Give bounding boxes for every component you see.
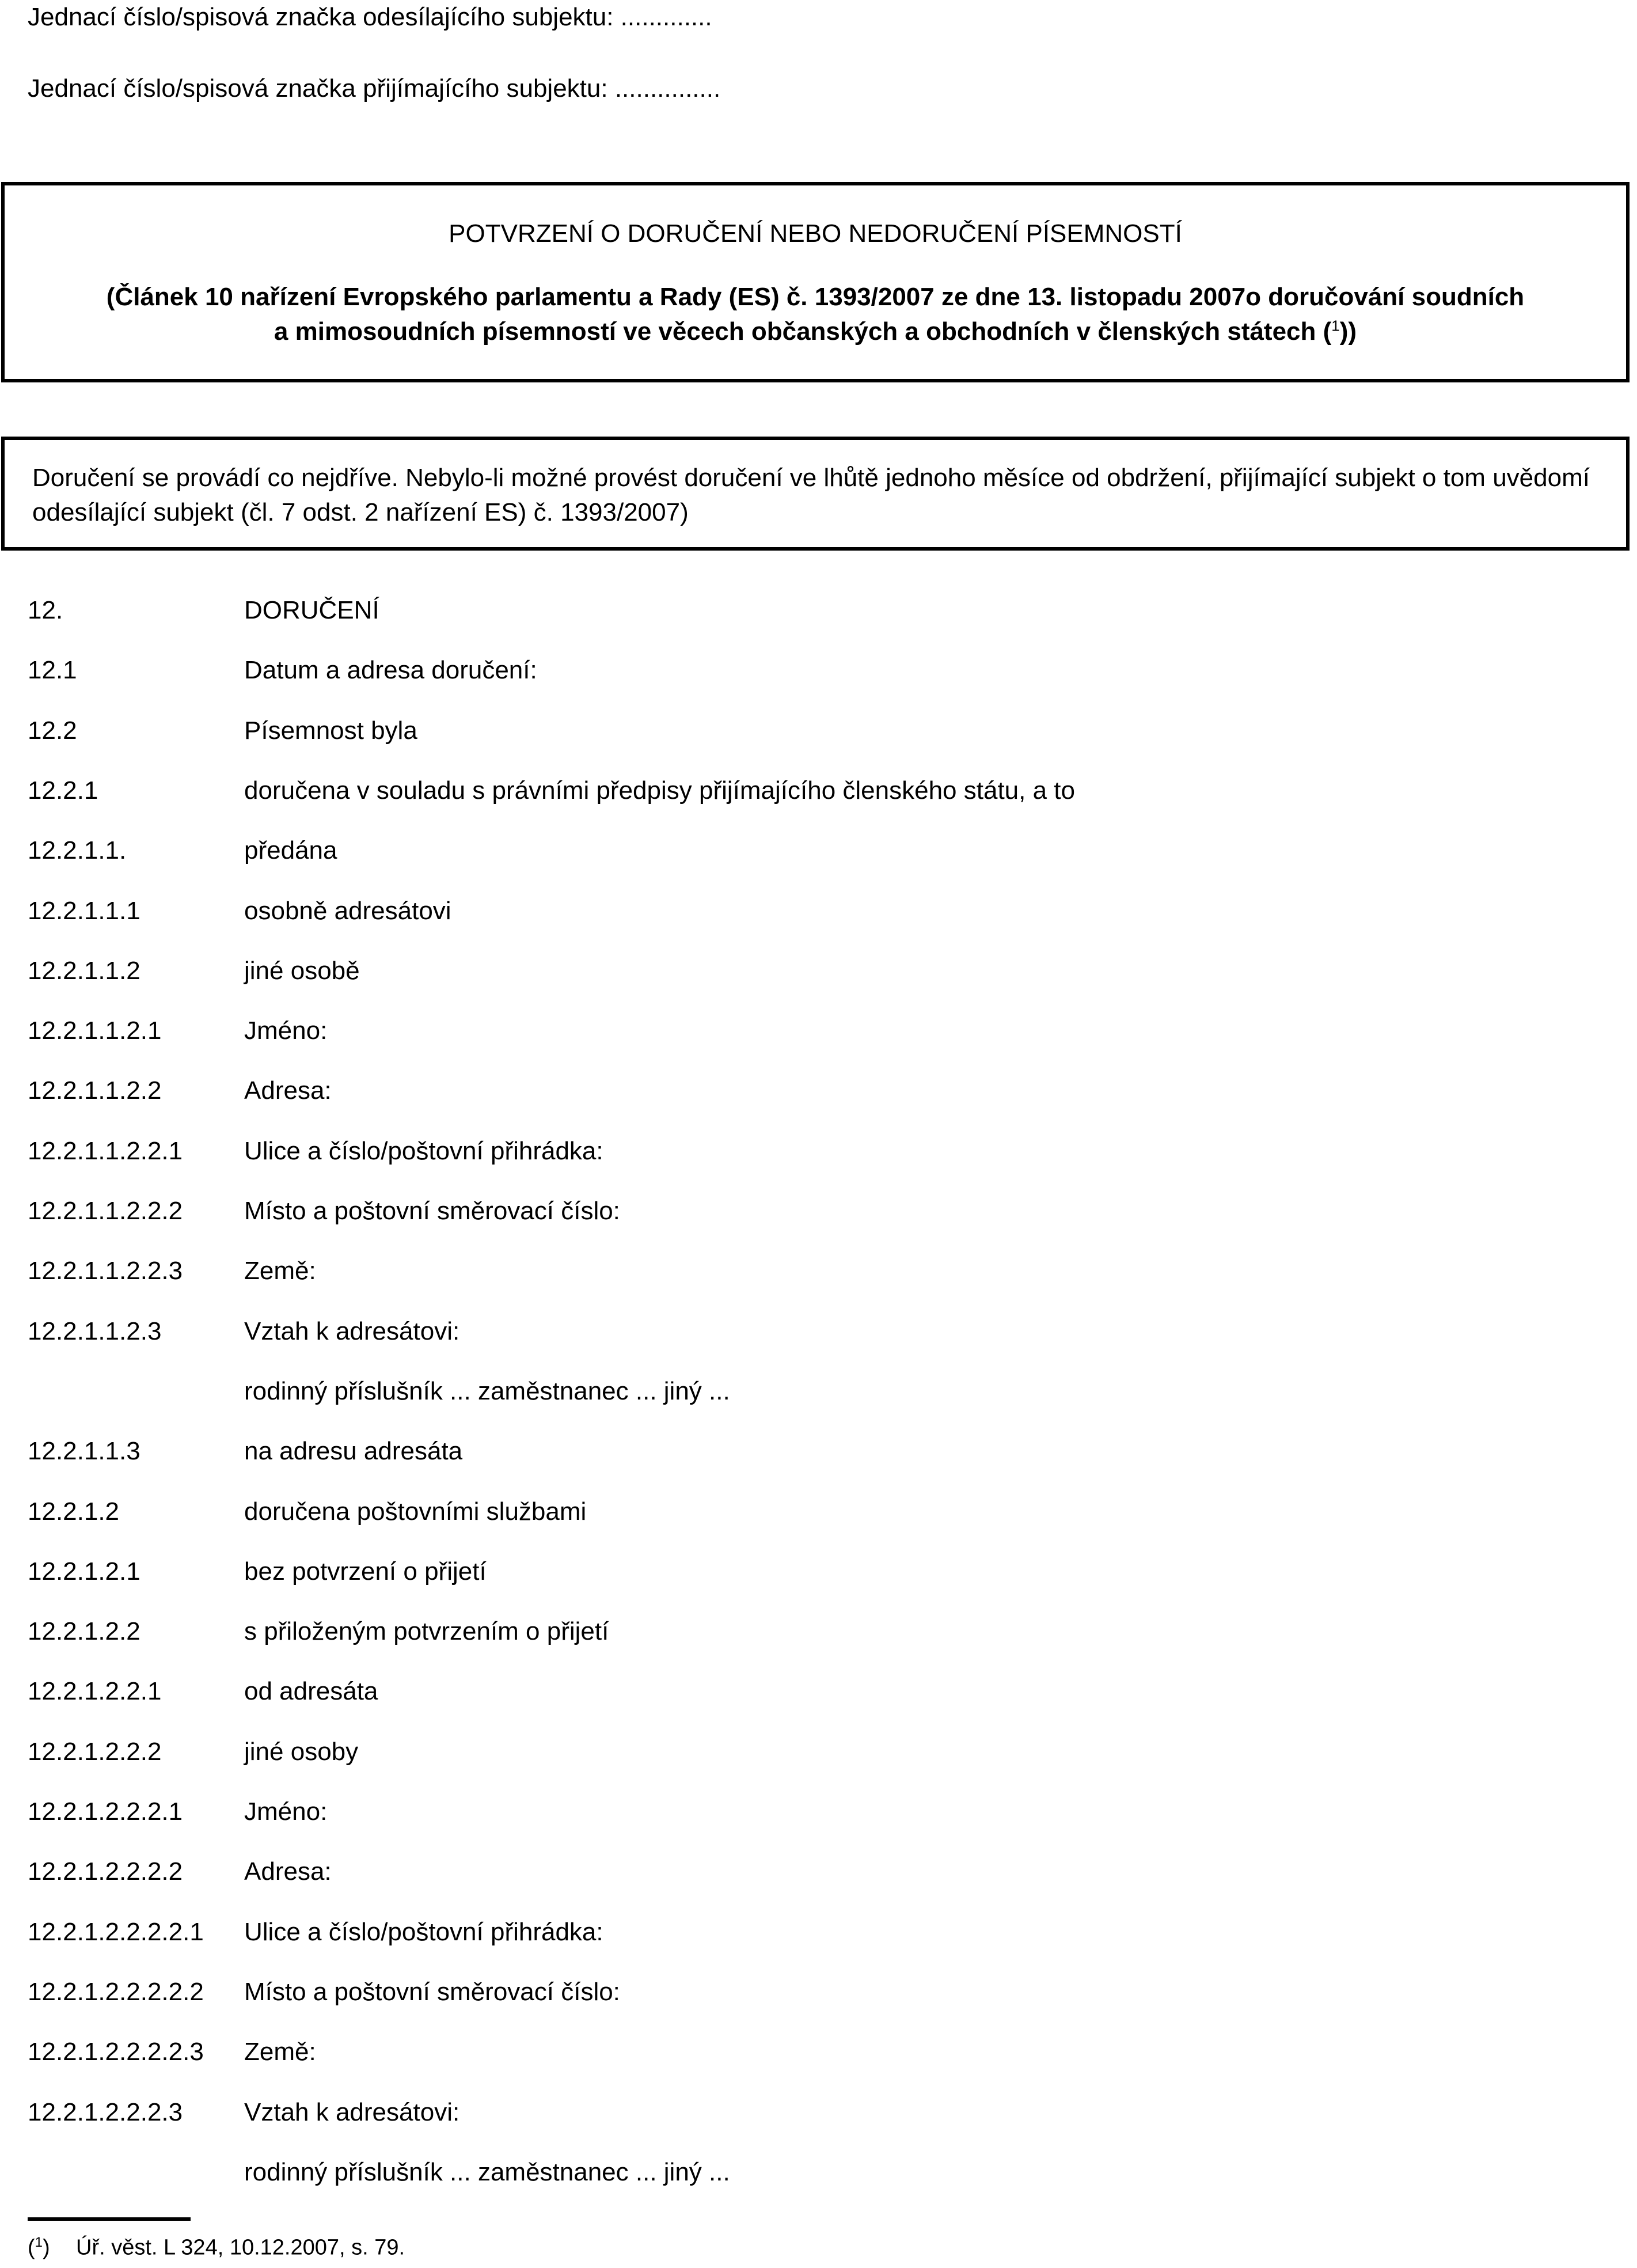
item-number: 12.2.1.2 — [28, 1497, 120, 1526]
list-item — [0, 776, 1637, 808]
item-number: 12.2.1.2.2.2.2 — [28, 1857, 183, 1886]
list-item — [0, 1917, 1637, 1950]
item-number: 12.2.1.2.1 — [28, 1557, 140, 1586]
list-item — [0, 1076, 1637, 1108]
item-text: jiné osoby — [244, 1738, 359, 1766]
list-item — [0, 1317, 1637, 1349]
receiver-reference: Jednací číslo/spisová značka přijímajícího subjektu: ............... — [28, 74, 721, 103]
list-item — [0, 2157, 1637, 2190]
item-text: doručena v souladu s právními předpisy přijímajícího členského státu, a to — [244, 776, 1075, 805]
footnote — [28, 2235, 405, 2261]
item-text: Ulice a číslo/poštovní přihrádka: — [244, 1918, 603, 1946]
item-text: Vztah k adresátovi: — [244, 2098, 460, 2126]
item-number: 12.2.1.2.2.2 — [28, 1738, 162, 1766]
list-item — [0, 1797, 1637, 1829]
item-number: 12.2.1.1.2.3 — [28, 1317, 162, 1345]
item-number: 12.2.1.1.2 — [28, 957, 140, 985]
item-text: od adresáta — [244, 1677, 378, 1705]
item-text: Ulice a číslo/poštovní přihrádka: — [244, 1137, 603, 1165]
list-item — [0, 1617, 1637, 1649]
item-number: 12.2.1.1.2.2 — [28, 1076, 162, 1105]
note-text: Doručení se provádí co nejdříve. Nebylo-li možné provést doručení ve lhůtě jednoho měsíce od obdržení, přijímající subjekt o tom uvědomí odesílající subjekt (čl. 7 odst. 2 nařízení ES) č. 1393/2007) — [32, 464, 1590, 526]
item-text: Písemnost byla — [244, 716, 417, 745]
list-item — [0, 1376, 1637, 1409]
item-number: 12.2 — [28, 716, 77, 745]
list-item — [0, 716, 1637, 748]
note-box — [1, 437, 1630, 551]
item-number: 12. — [28, 596, 63, 624]
item-text: na adresu adresáta — [244, 1437, 463, 1465]
sender-reference: Jednací číslo/spisová značka odesílajícího subjektu: ............. — [28, 3, 712, 31]
item-text: Adresa: — [244, 1857, 332, 1886]
footnote-text: Úř. věst. L 324, 10.12.2007, s. 79. — [76, 2235, 405, 2260]
item-text: předána — [244, 836, 337, 864]
item-number: 12.1 — [28, 656, 77, 684]
list-item — [0, 1436, 1637, 1469]
subtitle-line-2: a mimosoudních písemností ve věcech občanských a obchodních v členských státech — [274, 317, 1316, 346]
list-item — [0, 1737, 1637, 1769]
item-number: 12.2.1.1. — [28, 836, 127, 864]
item-text: Země: — [244, 2038, 316, 2066]
item-number: 12.2.1.1.2.2.3 — [28, 1257, 183, 1285]
subtitle-paren-open: ( — [1316, 317, 1332, 346]
document-subtitle — [5, 280, 1626, 349]
item-text: s přiloženým potvrzením o přijetí — [244, 1617, 609, 1645]
item-number: 12.2.1.2.2.2.3 — [28, 2098, 183, 2126]
list-item — [0, 2098, 1637, 2130]
item-text: Jméno: — [244, 1797, 328, 1826]
list-item — [0, 1256, 1637, 1288]
list-item — [0, 956, 1637, 988]
footnote-divider — [28, 2217, 191, 2221]
list-item — [0, 1016, 1637, 1048]
footnote-reference[interactable]: 1 — [1331, 317, 1340, 335]
list-item — [0, 1497, 1637, 1529]
document-title: POTVRZENÍ O DORUČENÍ NEBO NEDORUČENÍ PÍSEMNOSTÍ — [449, 219, 1182, 248]
item-text: Jméno: — [244, 1017, 328, 1045]
item-number: 12.2.1.2.2.2.2.3 — [28, 2038, 204, 2066]
item-text: jiné osobě — [244, 957, 360, 985]
item-number: 12.2.1.1.3 — [28, 1437, 140, 1465]
list-item — [0, 896, 1637, 928]
subtitle-line-1: (Článek 10 nařízení Evropského parlamentu a Rady (ES) č. 1393/2007 ze dne 13. listopadu 2007o doručování soudních — [106, 283, 1525, 311]
item-text: DORUČENÍ — [244, 596, 379, 624]
item-number: 12.2.1.2.2.2.2.2 — [28, 1978, 204, 2006]
item-text: Adresa: — [244, 1076, 332, 1105]
item-number: 12.2.1.2.2.2.1 — [28, 1797, 183, 1826]
item-number: 12.2.1.1.2.2.2 — [28, 1197, 183, 1225]
item-text: Místo a poštovní směrovací číslo: — [244, 1978, 620, 2006]
item-number: 12.2.1.2.2.1 — [28, 1677, 162, 1705]
item-text: doručena poštovními službami — [244, 1497, 587, 1526]
list-item — [0, 1557, 1637, 1589]
item-number: 12.2.1 — [28, 776, 98, 805]
list-item — [0, 2037, 1637, 2069]
item-text: rodinný příslušník ... zaměstnanec ... jiný ... — [244, 2158, 730, 2186]
item-text: Země: — [244, 1257, 316, 1285]
list-item — [0, 1196, 1637, 1228]
item-number: 12.2.1.1.2.1 — [28, 1017, 162, 1045]
list-item — [0, 1677, 1637, 1709]
item-number: 12.2.1.2.2 — [28, 1617, 140, 1645]
subtitle-paren-close: )) — [1339, 317, 1357, 346]
item-text: Vztah k adresátovi: — [244, 1317, 460, 1345]
footnote-mark: ($^1$) — [28, 2235, 50, 2260]
list-item — [0, 1136, 1637, 1169]
item-number: 12.2.1.2.2.2.2.1 — [28, 1918, 204, 1946]
list-item — [0, 1977, 1637, 2009]
item-number: 12.2.1.1.1 — [28, 897, 140, 925]
title-box — [1, 182, 1630, 382]
list-item — [0, 596, 1637, 628]
item-number: 12.2.1.1.2.2.1 — [28, 1137, 183, 1165]
item-text: bez potvrzení o přijetí — [244, 1557, 487, 1586]
list-item — [0, 655, 1637, 688]
list-item — [0, 836, 1637, 868]
item-text: Datum a adresa doručení: — [244, 656, 537, 684]
item-text: osobně adresátovi — [244, 897, 451, 925]
item-text: Místo a poštovní směrovací číslo: — [244, 1197, 620, 1225]
list-item — [0, 1857, 1637, 1889]
item-text: rodinný příslušník ... zaměstnanec ... jiný ... — [244, 1377, 730, 1405]
